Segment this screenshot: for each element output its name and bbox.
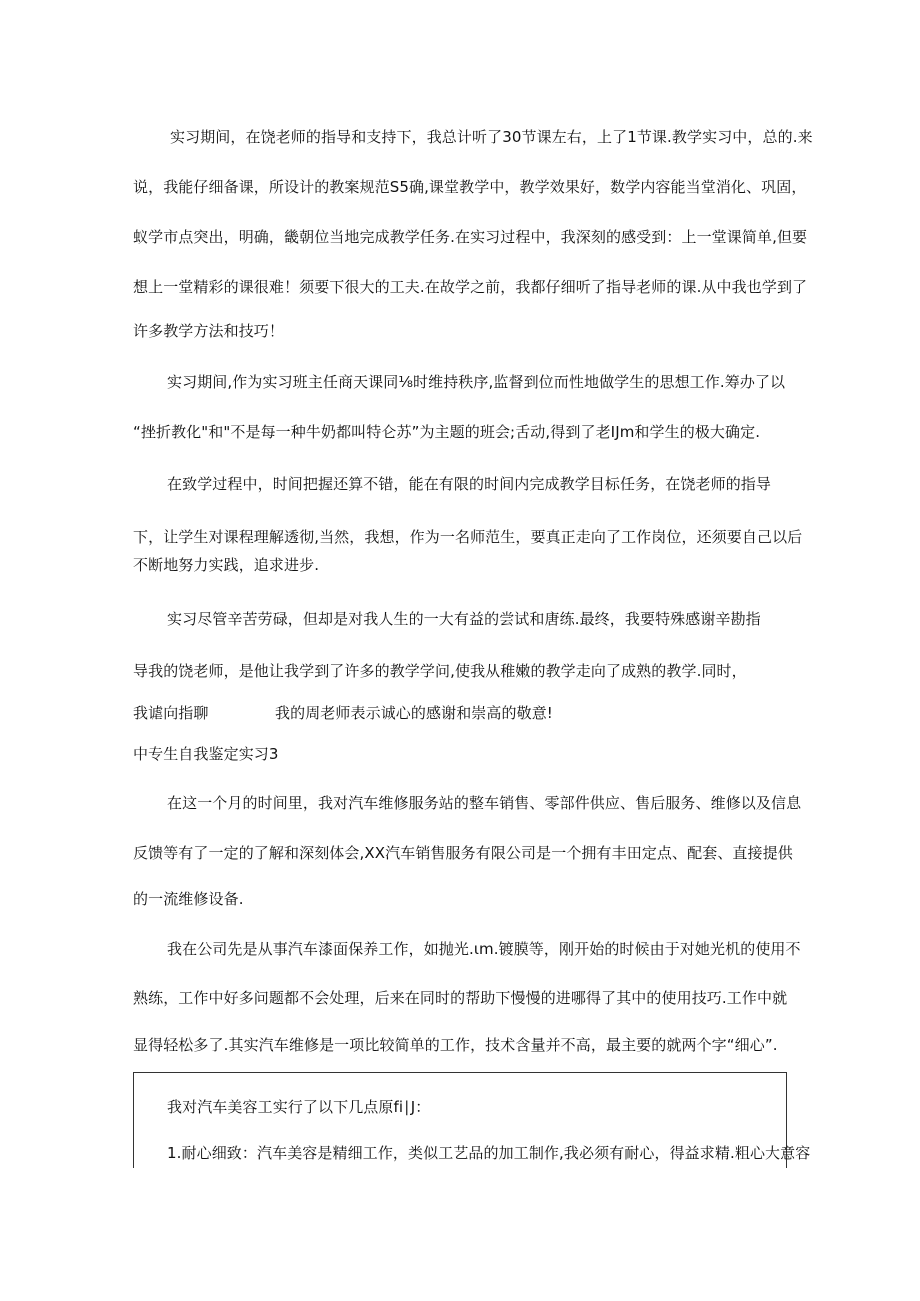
paragraph-line: “挫折教化"和"不是每一种牛奶都叫特仑苏”为主题的班会;舌动,得到了老IJm和学生的极大确定. <box>133 423 761 441</box>
paragraph-line: 说，我能仔细备课，所设计的教案规范S5确,课堂教学中，教学效果好，数学内容能当堂消化、巩固， <box>133 178 807 196</box>
paragraph-line: 实习期间，在饶老师的指导和支持下，我总计听了30节课左右，上了1节课.教学实习中，总的.来 <box>170 128 813 146</box>
paragraph-line: 实习尽管辛苦劳碌，但却是对我人生的一大有益的尝试和唐练.最终，我要特殊感谢辛勘指 <box>167 610 761 628</box>
paragraph-line: 反馈等有了一定的了解和深刻体会,XX汽车销售服务有限公司是一个拥有丰田定点、配套、直接提供 <box>133 844 793 862</box>
paragraph-line: 我在公司先是从事汽车漆面保养工作，如抛光.ιm.镀膜等，刚开始的时候由于对她光机的使用不 <box>167 940 801 958</box>
paragraph-line: 显得轻松多了.其实汽车维修是一项比较简单的工作，技术含量并不高，最主要的就两个字“细心”. <box>133 1036 778 1054</box>
paragraph-line: 下，让学生对课程理解透彻,当然，我想，作为一名师范生，要真正走向了工作岗位，还须要自己以后 <box>133 528 803 546</box>
paragraph-line: 想上一堂精彩的课很难！须要下很大的工夫.在故学之前，我都仔细听了指导老师的课.从中我也学到了 <box>133 278 808 296</box>
paragraph-line: 实习期间,作为实习班主任商天课同⅛时维持秩序,监督到位而性地做学生的思想工作.筹办了以 <box>167 373 786 391</box>
paragraph-line: 我谑向指聊 <box>133 704 209 722</box>
paragraph-line: 我的周老师表示诚心的感谢和崇高的敬意! <box>275 704 553 722</box>
paragraph-line: 1.耐心细致：汽车美容是精细工作，类似工艺品的加工制作,我必须有耐心，得益求精.粗心大意容 <box>167 1144 811 1162</box>
paragraph-line: 熟练，工作中好多问题都不会处理，后来在同时的帮助下慢慢的进哪得了其中的使用技巧.工作中就 <box>133 989 788 1007</box>
section-heading: 中专生自我鉴定实习3 <box>133 745 279 763</box>
paragraph-line: 的一流维修设备. <box>133 890 244 908</box>
paragraph-line: 在这一个月的时间里，我对汽车维修服务站的整车销售、零部件供应、售后服务、维修以及信息 <box>167 794 802 812</box>
paragraph-line: 导我的饶老师，是他让我学到了许多的教学学问,使我从稚嫩的教学走向了成熟的教学.同时， <box>133 662 747 680</box>
paragraph-line: 许多教学方法和技巧！ <box>133 322 285 340</box>
paragraph-line: 不断地努力实践，追求进步. <box>133 556 320 574</box>
paragraph-line: 我对汽车美容工实行了以下几点原fi∣J： <box>167 1098 431 1116</box>
paragraph-line: 蚁学市点突出，明确，畿朝位当地完成教学任务.在实习过程中，我深刻的感受到：上一堂课简单,但要 <box>133 228 808 246</box>
paragraph-line: 在致学过程中，时间把握还算不错，能在有限的时间内完成教学目标任务，在饶老师的指导 <box>167 475 772 493</box>
